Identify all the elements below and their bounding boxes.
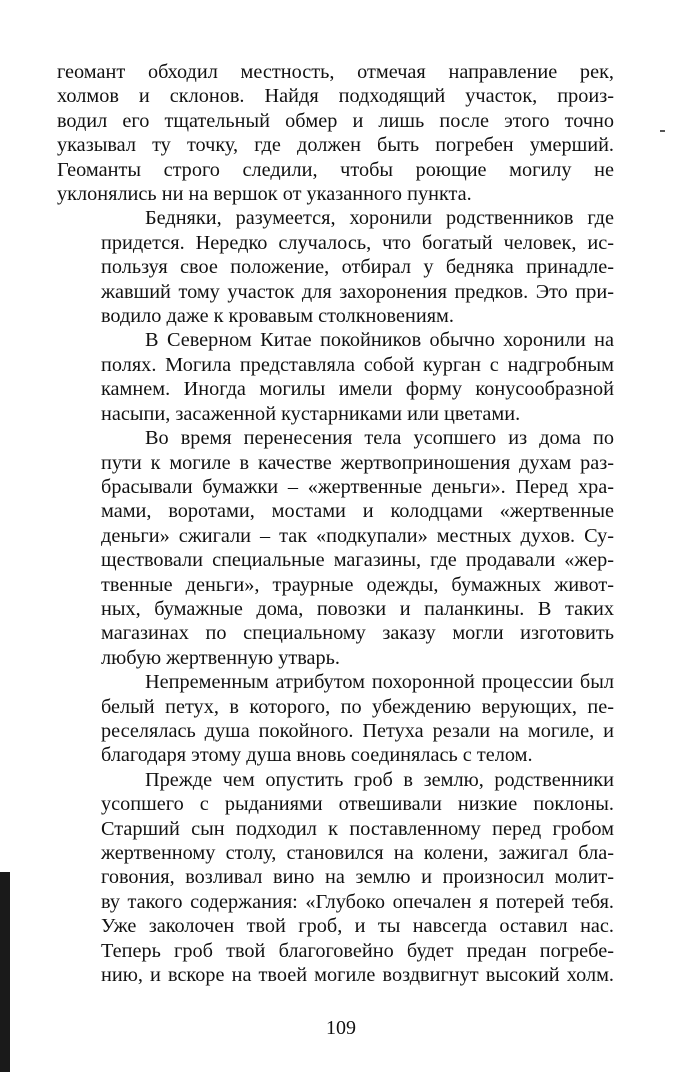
text-line: деньги» сжигали – так «подкупали» местных духов. Су-: [101, 524, 614, 547]
text-line: благодаря этому душа вновь соединялась с телом.: [101, 744, 533, 767]
paragraph-6: [57, 768, 614, 988]
text-line: ществовали специальные магазины, где продавали «жер-: [101, 549, 614, 572]
text-line: жертвенному столу, становился на колени, зажигал бла-: [101, 842, 614, 864]
text-line: пользуя свое положение, отбирал у бедняка принадле-: [101, 256, 614, 279]
text-line: Во время перенесения тела усопшего из дома по: [145, 427, 614, 450]
text-line: твенные деньги», траурные одежды, бумажных живот-: [101, 573, 614, 596]
text-line: ных, бумажные дома, повозки и паланкины. В таких: [101, 597, 614, 620]
text-line: белый петух, в которого, по убеждению верующих, пе-: [101, 695, 614, 718]
paragraph-2: [57, 206, 614, 328]
text-line: холмов и склонов. Найдя подходящий участок, произ-: [57, 85, 614, 108]
text-line: усопшего с рыданиями отвешивали низкие поклоны.: [101, 793, 614, 816]
text-line: Непременным атрибутом похоронной процессии был: [145, 671, 614, 694]
page-number: 109: [326, 1017, 356, 1039]
text-line: геомант обходил местность, отмечая направление рек,: [57, 61, 614, 83]
text-line: брасывали бумажки – «жертвенные деньги». Перед хра-: [101, 475, 614, 498]
text-line: водило даже к кровавым столкновениям.: [101, 305, 454, 328]
text-line: камнем. Иногда могилы имели форму конусообразной: [101, 378, 614, 401]
text-line: Теперь гроб твой благоговейно будет предан погребе-: [101, 939, 614, 962]
paragraph-3: [57, 328, 614, 426]
text-line: мами, воротами, мостами и колодцами «жертвенные: [101, 500, 614, 523]
paragraph-1: [57, 60, 614, 206]
text-line: Старший сын подходил к поставленному перед гробом: [101, 817, 614, 840]
text-line: говония, возливал вино на землю и произносил молит-: [101, 866, 614, 889]
text-line: водил его тщательный обмер и лишь после этого точно: [57, 109, 614, 132]
text-line: любую жертвенную утварь.: [101, 646, 340, 669]
text-line: нию, и вскоре на твоей могиле воздвигнут высокий холм.: [101, 964, 614, 987]
text-line: Прежде чем опустить гроб в землю, родственники: [145, 768, 614, 791]
text-line: жавший тому участок для захоронения предков. Это при-: [101, 280, 614, 303]
text-line: В Северном Китае покойников обычно хоронили на: [145, 329, 614, 352]
text-line: полях. Могила представляла собой курган с надгробным: [101, 353, 614, 376]
page-body: [57, 60, 614, 987]
text-line: Геоманты строго следили, чтобы роющие могилу не: [57, 158, 614, 181]
text-line: Уже заколочен твой гроб, и ты навсегда оставил нас.: [101, 915, 614, 938]
text-line: ву такого содержания: «Глубоко опечален я потерей тебя.: [101, 890, 614, 913]
text-line: насыпи, засаженной кустарниками или цветами.: [101, 402, 521, 425]
text-line: Бедняки, разумеется, хоронили родственников где: [145, 207, 614, 230]
text-line: указывал ту точку, где должен быть погребен умерший.: [57, 134, 614, 157]
text-line: уклонялись ни на вершок от указанного пункта.: [57, 183, 472, 206]
text-line: реселялась душа покойного. Петуха резали на могиле, и: [101, 719, 614, 742]
scan-speck: [660, 130, 665, 132]
text-line: придется. Нередко случалось, что богатый человек, ис-: [101, 231, 614, 254]
text-line: пути к могиле в качестве жертвоприношения духам раз-: [101, 451, 614, 474]
scan-edge-shadow: [0, 872, 10, 1072]
text-line: магазинах по специальному заказу могли изготовить: [101, 622, 614, 645]
paragraph-4: [57, 426, 614, 670]
paragraph-5: [57, 670, 614, 768]
